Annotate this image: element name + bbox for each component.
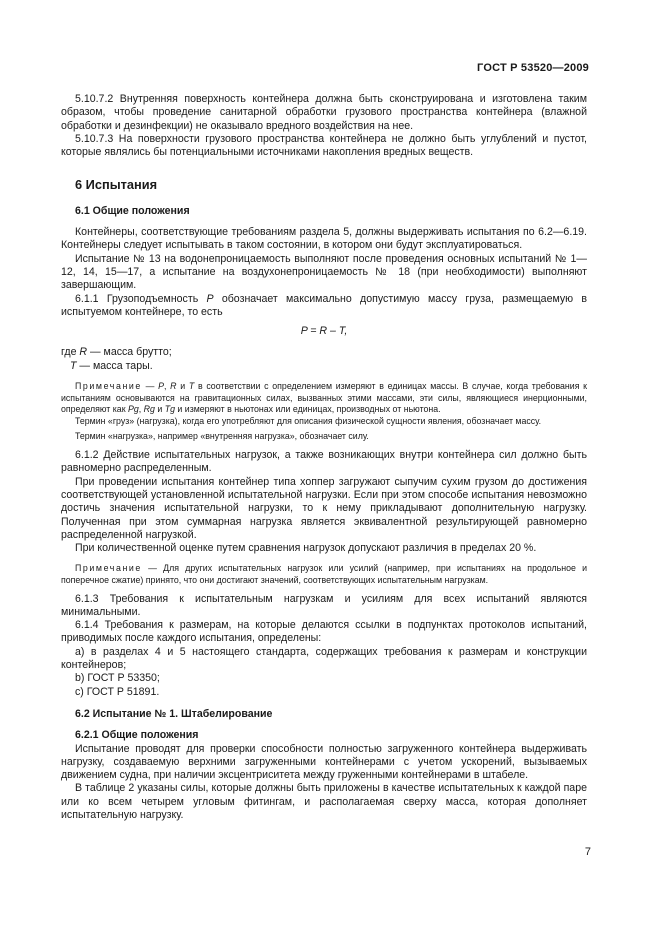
note-1-comma-1: , xyxy=(164,381,171,392)
section-6-2-title: 6.2 Испытание № 1. Штабелирование xyxy=(75,707,273,720)
legend-where: где xyxy=(61,346,80,359)
paragraph-6-1-2-c: При количественной оценке путем сравнения нагрузок допускают различия в пределах 20 %. xyxy=(75,542,537,555)
paragraph-6-1-4: 6.1.4 Требования к размерам, на которые делаются ссылки в подпунктах протоколов испытаний, приводимых после каждого испытания, определены: xyxy=(61,619,587,645)
note-1-p: P xyxy=(158,381,165,392)
paragraph-6-1-3: 6.1.3 Требования к испытательным нагрузкам и усилиям для всех испытаний являются минимальными. xyxy=(61,592,587,618)
note-1 xyxy=(61,381,587,416)
note-1-text-3: и измеряют в ньютонах или единицах, производных от ньютона. xyxy=(174,404,441,415)
list-item-c: c) ГОСТ Р 51891. xyxy=(75,685,160,698)
paragraph-6-1-b: Испытание № 13 на водонепроницаемость выполняют после проведения основных испытаний № 1—12, 14, 15—17, а испытание на воздухонепроницаемость № 18 (при необходимости) выполняют завершающим. xyxy=(61,252,587,292)
legend-t-text: — масса тары. xyxy=(76,359,153,372)
p611-text-2: обозначает максимально допустимую массу груза, размещаемую в испытуемом контейнере, то есть xyxy=(61,292,587,318)
paragraph-6-2-1-b: В таблице 2 указаны силы, которые должны быть приложены в качестве испытательных к каждой паре или ко всем четырем угловым фитингам, и располагаемая сверху масса, которая дополняет испытательную нагрузку. xyxy=(61,782,587,822)
formula: P = R – T, xyxy=(300,325,348,338)
paragraph-6-1-1 xyxy=(61,293,587,320)
legend-r-text: — масса брутто; xyxy=(87,346,172,359)
note-1-pg: Pg xyxy=(127,404,139,415)
section-6-2-1-title: 6.2.1 Общие положения xyxy=(75,729,199,742)
note-1-comma-2: , xyxy=(138,404,144,415)
note-1-text-2: в соответствии с определением измеряют в единицах массы. В случае, когда требования к испытаниям основываются на гравитационных силах, вызванных этими массами, эти силы, являющиеся инерционными, определяют как xyxy=(61,381,588,415)
note-1-tg: Tg xyxy=(164,404,175,415)
paragraph-5-10-7-2: 5.10.7.2 Внутренняя поверхность контейнера должна быть сконструирована и изготовлена таким образом, чтобы проведение санитарной обработки грузового пространства контейнера (влажной обработки и дезинфекции) не оказывало вредного воздействия на нее. xyxy=(61,93,587,132)
note-1-label: Примечание xyxy=(75,381,142,392)
section-6-title: 6 Испытания xyxy=(75,177,158,193)
legend-r-symbol: R xyxy=(79,346,88,359)
note-1-term-load: Термин «нагрузка», например «внутренняя нагрузка», обозначает силу. xyxy=(75,431,369,442)
list-item-b: b) ГОСТ Р 53350; xyxy=(75,672,160,685)
note-1-rg: Rg xyxy=(143,404,155,415)
document-code-header: ГОСТ Р 53520—2009 xyxy=(477,62,589,74)
paragraph-5-10-7-3: 5.10.7.3 На поверхности грузового пространства контейнера не должно быть углублений и пустот, которые являлись бы потенциальными источниками накопления вредных веществ. xyxy=(61,132,587,159)
paragraph-6-2-1-a: Испытание проводят для проверки способности полностью загруженного контейнера выдерживать нагрузку, создаваемую верхними загруженными контейнерами с учетом ускорений, вызываемых движением судна, при наличии эксцентриситета между груженными контейнерами в штабеле. xyxy=(61,742,587,782)
note-1-and-1: и xyxy=(176,381,189,392)
legend-r xyxy=(61,346,587,359)
note-2-text: — Для других испытательных нагрузок или усилий (например, при испытаниях на продольное и поперечное сжатие) принято, что они достигают значений, соответствующих испытательным нагрузкам. xyxy=(61,563,587,585)
paragraph-6-1-2-b: При проведении испытания контейнер типа хоппер загружают сыпучим сухим грузом до достижения соответствующей установленной испытательной нагрузки. Если при этом способе испытания невозможно достичь значения испытательной нагрузки, то к нему прикладывают дополнительную нагрузку. Полученная при этом суммарная нагрузка является эквивалентной результирующей равномерно распределенной нагрузкой. xyxy=(61,475,587,541)
page-number: 7 xyxy=(584,846,591,858)
p611-symbol-p: P xyxy=(206,292,214,305)
p611-text-1: 6.1.1 Грузоподъемность xyxy=(75,292,207,305)
section-6-1-title: 6.1 Общие положения xyxy=(75,204,190,217)
note-1-term-cargo: Термин «груз» (нагрузка), когда его употребляют для описания физической сущности явления, обозначает массу. xyxy=(75,415,542,426)
paragraph-6-1-a: Контейнеры, соответствующие требованиям раздела 5, должны выдерживать испытания по 6.2—6.19. Контейнеры следует испытывать в таком состоянии, в котором они будут эксплуатироваться. xyxy=(61,226,587,252)
note-1-r: R xyxy=(170,381,177,392)
note-1-dash: — xyxy=(141,381,159,392)
note-1-t: T xyxy=(188,381,195,392)
legend-t-symbol: T xyxy=(70,359,77,372)
legend-t xyxy=(61,360,587,373)
page-content xyxy=(61,93,587,822)
note-2 xyxy=(61,563,587,586)
note-2-label: Примечание xyxy=(75,563,142,574)
note-1-and-2: и xyxy=(154,404,165,415)
list-item-a: а) в разделах 4 и 5 настоящего стандарта, содержащих требования к размерам и конструкции контейнеров; xyxy=(61,645,587,672)
paragraph-6-1-2: 6.1.2 Действие испытательных нагрузок, а также возникающих внутри контейнера сил должно быть равномерно распределенным. xyxy=(61,449,587,475)
